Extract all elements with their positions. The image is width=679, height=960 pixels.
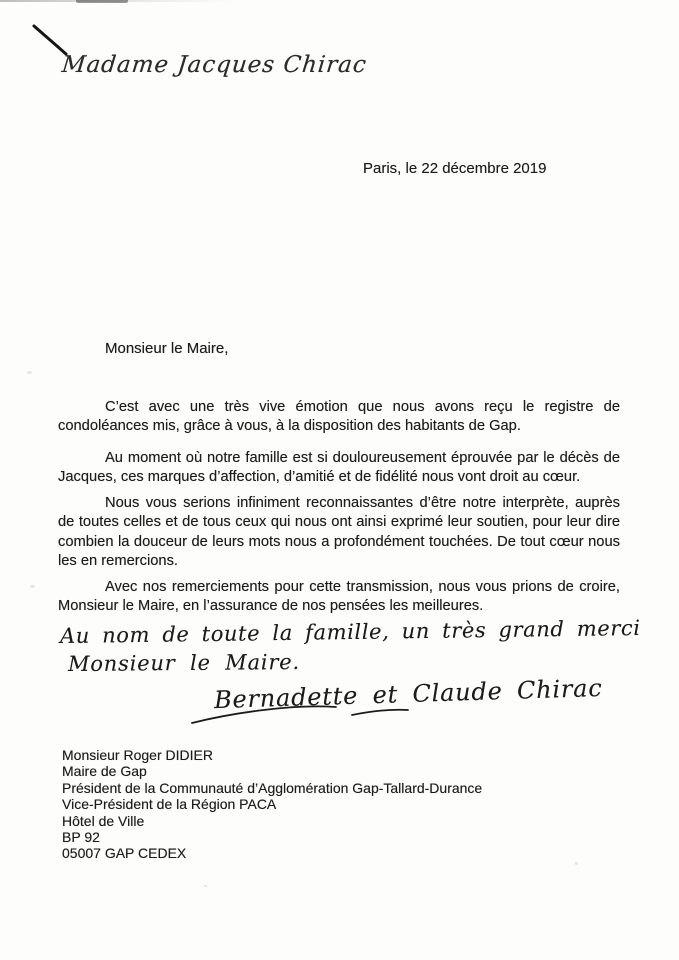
scan-speck	[204, 885, 207, 887]
recipient-title-3: Vice-Président de la Région PACA	[62, 796, 277, 813]
handwritten-signature: Bernadette et Claude Chirac	[213, 673, 603, 715]
salutation: Monsieur le Maire,	[105, 340, 229, 357]
paragraph-3: Nous vous serions infiniment reconnaissantes d’être notre interprète, auprès de toutes celles et de tous ceux qui nous ont ainsi exprimé leur soutien, pour leur dire combien la douceur de leurs mots nous a profondément touchées. De tout cœur nous les en remercions.	[58, 495, 620, 569]
dateline: Paris, le 22 décembre 2019	[363, 160, 547, 177]
paragraph-4: Avec nos remerciements pour cette transmission, nous vous prions de croire, Monsieur le Maire, en l’assurance de nos pensées les meilleures.	[58, 579, 620, 615]
paragraph-2: Au moment où notre famille est si douloureusement éprouvée par le décès de Jacques, ces marques d’affection, d’amitié et de fidélité nous vont droit au cœur.	[58, 450, 620, 486]
paragraph-1: C’est avec une très vive émotion que nous avons reçu le registre de condoléances mis, grâce à vous, à la disposition des habitants de Gap.	[58, 399, 620, 435]
letterhead-name: Madame Jacques Chirac	[60, 52, 369, 78]
scan-speck	[27, 371, 32, 374]
recipient-title-2: Président de la Communauté d’Agglomération Gap-Tallard-Durance	[62, 779, 483, 796]
scan-speck	[30, 585, 35, 588]
scan-speck	[575, 862, 578, 865]
handwritten-note-line-1: Au nom de toute la famille, un très grand merci	[59, 615, 641, 649]
recipient-address-2: BP 92	[62, 829, 100, 846]
recipient-title-1: Maire de Gap	[62, 763, 147, 780]
signature-underline-flourish	[184, 697, 434, 727]
scan-edge-artifact-dark	[76, 0, 128, 3]
handwritten-note-line-2: Monsieur le Maire.	[67, 649, 301, 677]
recipient-name: Monsieur Roger DIDIER	[62, 747, 213, 763]
recipient-address-1: Hôtel de Ville	[62, 812, 145, 829]
recipient-address-block	[62, 747, 482, 862]
recipient-address-3: 05007 GAP CEDEX	[62, 845, 187, 862]
